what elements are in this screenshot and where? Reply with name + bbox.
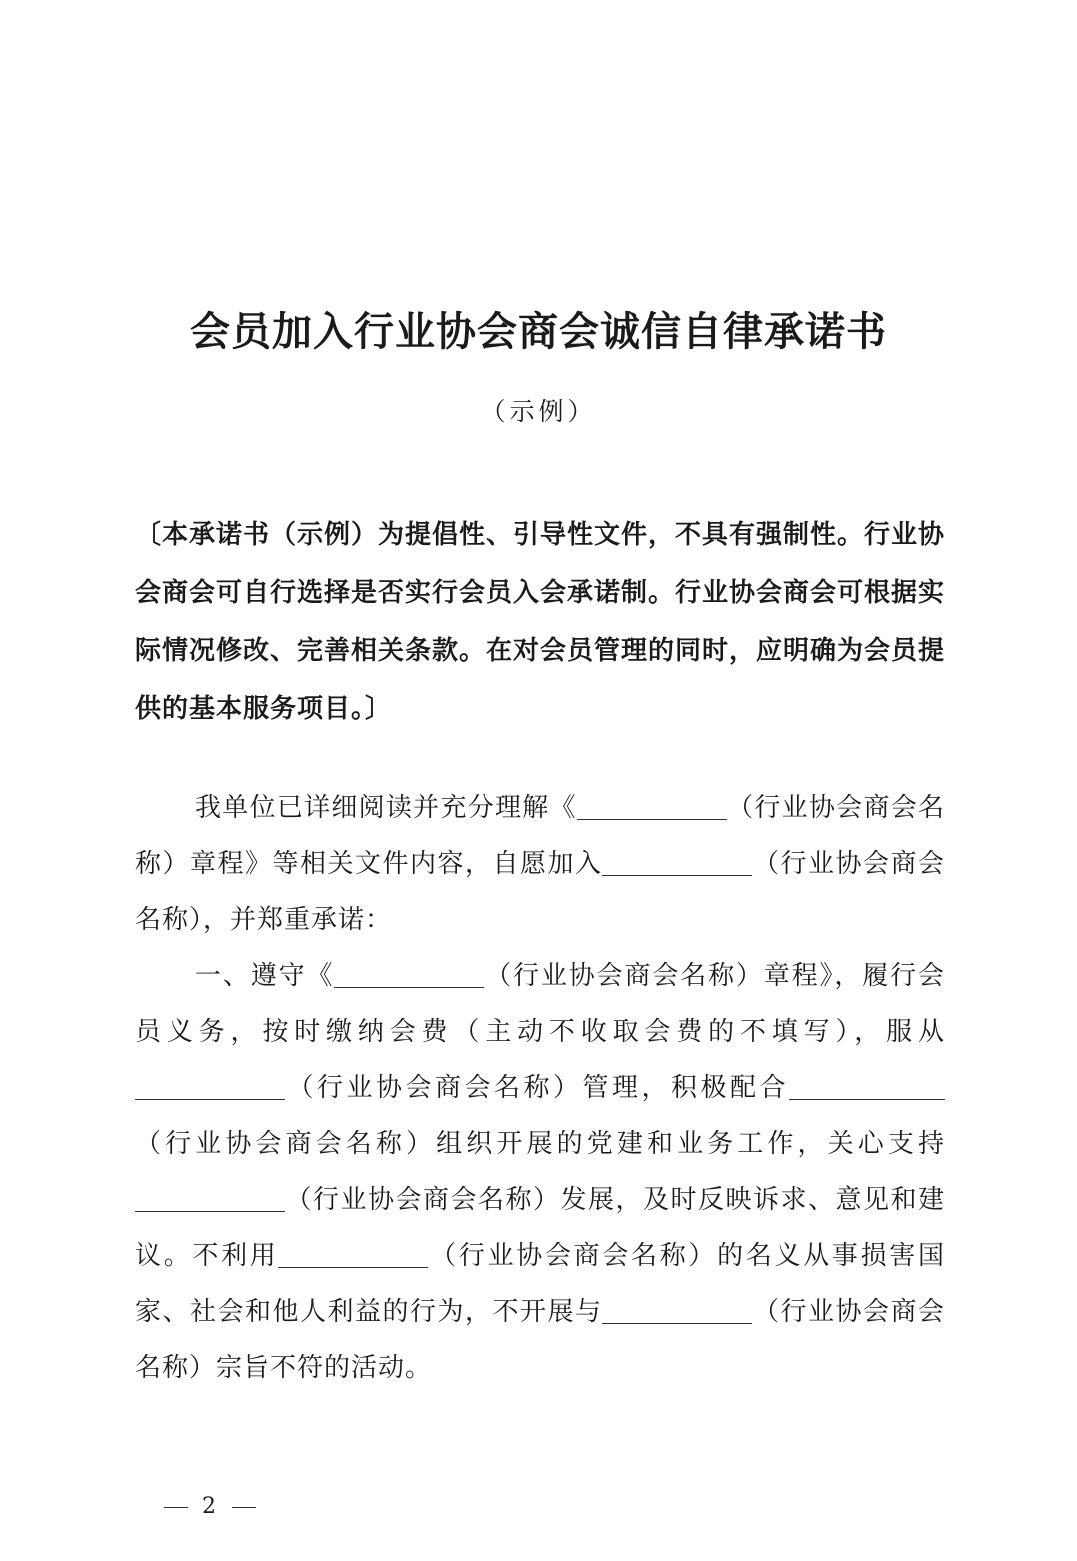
clause-one-text-6: （行业协会商会名称）的名义从事损害国家、社会和他人利益的行为，不开展与 (135, 1241, 945, 1327)
association-name-blank-1 (577, 793, 727, 820)
association-name-blank-5 (789, 1073, 945, 1100)
page-number (150, 1492, 270, 1522)
intro-text-2: （行业协会商会名称）章程》等相关文件内容，自愿加入 (135, 793, 945, 879)
association-name-blank-3 (334, 961, 484, 988)
clause-one-text-4: （行业协会商会名称）组织开展的党建和业务工作，关心支持 (135, 1129, 945, 1159)
clause-one-text-5: （行业协会商会名称）发展，及时反映诉求、意见和建议。不利用 (135, 1185, 945, 1271)
clause-one-text-1: 一、遵守《 (195, 961, 335, 991)
association-name-blank-6 (135, 1185, 285, 1212)
page-number-left-dash (164, 1507, 188, 1508)
association-name-blank-2 (602, 849, 752, 876)
intro-text-1: 我单位已详细阅读并充分理解《 (195, 793, 577, 823)
commitment-body (135, 780, 945, 1396)
guidance-note: 〔本承诺书（示例）为提倡性、引导性文件，不具有强制性。行业协会商会可自行选择是否实行会员入会承诺制。行业协会商会可根据实际情况修改、完善相关条款。在对会员管理的同时，应明确为会员提供的基本服务项目。〕 (135, 520, 946, 724)
intro-paragraph (135, 780, 945, 948)
clause-one-text-3: （行业协会商会名称）管理，积极配合 (285, 1073, 789, 1103)
clause-one-text-2: （行业协会商会名称）章程》，履行会员义务，按时缴纳会费（主动不收取会费的不填写），服从 (135, 961, 945, 1047)
page-number-value: 2 (202, 1494, 218, 1519)
page-number-right-dash (232, 1507, 256, 1508)
intro-text-3: （行业协会商会名称），并郑重承诺： (135, 849, 945, 935)
document-title: 会员加入行业协会商会诚信自律承诺书 (190, 309, 887, 355)
association-name-blank-8 (602, 1297, 752, 1324)
document-subtitle: （示例） (480, 397, 597, 426)
association-name-blank-4 (135, 1073, 285, 1100)
clause-one-text-7: （行业协会商会名称）宗旨不符的活动。 (135, 1297, 945, 1383)
association-name-blank-7 (278, 1241, 428, 1268)
clause-one-paragraph (135, 948, 945, 1396)
